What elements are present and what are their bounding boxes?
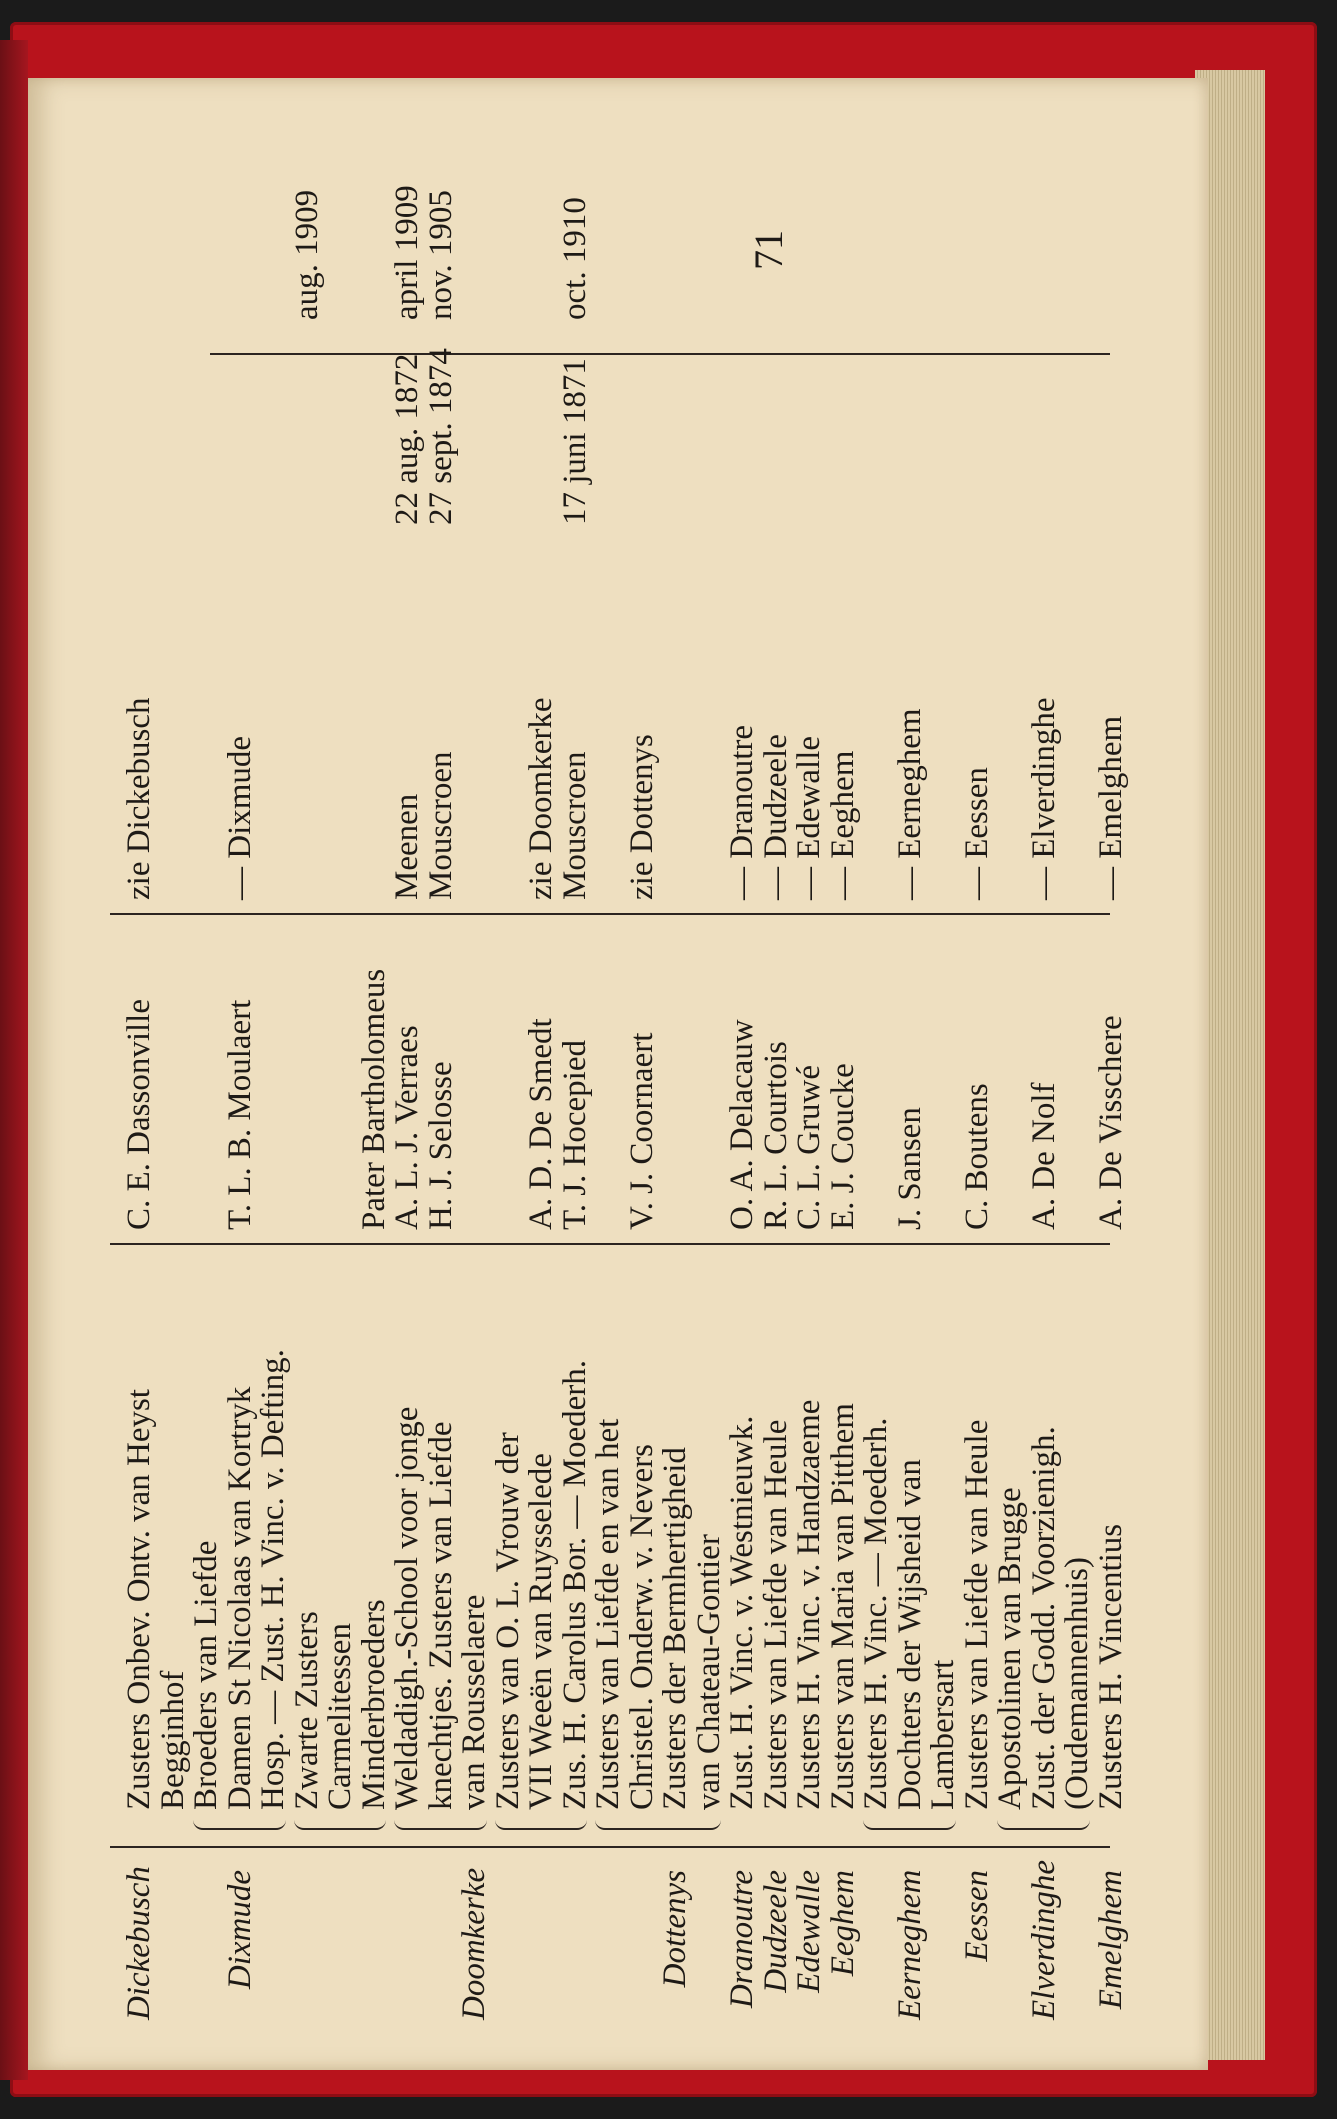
cell-ref: — Edewalle xyxy=(791,735,827,900)
cell-loc: Edewalle xyxy=(791,1870,827,1993)
book-spine xyxy=(0,40,28,2080)
cell-sup: O. A. Delacauw xyxy=(724,1019,760,1230)
cell-loc: Dranoutre xyxy=(724,1870,760,2009)
cell-ref: zie Dottenys xyxy=(623,734,660,900)
cell-end: aug. 1909 xyxy=(288,189,325,320)
cell-ref: Mouscroen xyxy=(422,751,459,900)
cell-inst: van Chateau-Gontier xyxy=(690,1534,727,1810)
cell-ref: — Eeghem xyxy=(824,750,861,900)
cell-ref: — Emelghem xyxy=(1092,715,1129,900)
cell-date: 27 sept. 1874 xyxy=(422,348,459,525)
column-rule-1 xyxy=(110,1846,1110,1848)
cell-ref: — Elverdinghe xyxy=(1025,697,1062,900)
cell-inst: Minderbroeders xyxy=(355,1599,392,1810)
cell-ref: — Dudzeele xyxy=(757,734,794,900)
cell-inst: VII Weeën van Ruysselede xyxy=(523,1453,559,1810)
cell-sup: A. De Nolf xyxy=(1025,1082,1062,1230)
cell-end: nov. 1905 xyxy=(422,190,459,320)
cell-inst: Zusters van Liefde van Heule xyxy=(757,1419,794,1810)
cell-ref: zie Dickebusch xyxy=(121,697,157,900)
cell-inst: van Rousselaere xyxy=(456,1594,492,1810)
cell-inst: Zwarte Zusters xyxy=(288,1611,325,1810)
cell-loc: Dickebusch xyxy=(121,1866,157,2020)
column-rule-2 xyxy=(110,1243,1110,1245)
grouping-brace xyxy=(997,1818,1090,1830)
cell-sup: H. J. Selosse xyxy=(422,1061,459,1230)
cell-inst: Dochters der Wijsheid van xyxy=(891,1459,928,1810)
cell-ref: zie Doomkerke xyxy=(523,697,559,900)
cell-inst: Zust. H. Vinc. v. Westnieuwk. xyxy=(724,1415,760,1810)
cell-inst: Begginhof xyxy=(154,1670,191,1810)
cell-inst: Christel. Onderw. v. Nevers xyxy=(623,1444,660,1810)
cell-inst: Zusters van O. L. Vrouw der xyxy=(489,1432,526,1810)
grouping-brace xyxy=(863,1818,956,1830)
cell-inst: Zust. der Godd. Voorzienigh. xyxy=(1025,1426,1062,1810)
cell-inst: Zusters Onbev. Ontv. van Heyst xyxy=(121,1389,157,1810)
cell-inst: Zusters van Maria van Pitthem xyxy=(824,1403,861,1810)
cell-sup: V. J. Coornaert xyxy=(623,1032,660,1230)
cell-loc: Emelghem xyxy=(1092,1870,1129,2010)
cell-inst: Zusters van Liefde van Heule xyxy=(958,1419,995,1810)
cell-end: april 1909 xyxy=(389,185,425,320)
date-rule xyxy=(210,353,1110,355)
cell-ref: — Eerneghem xyxy=(891,708,928,900)
cell-ref: — Dranoutre xyxy=(724,724,760,900)
cell-inst: Zusters H. Vinc. — Moederh. xyxy=(858,1417,894,1810)
cell-ref: Mouscroen xyxy=(556,751,593,900)
cell-inst: Apostolinen van Brugge xyxy=(992,1487,1028,1810)
grouping-brace xyxy=(193,1818,286,1830)
column-rule-3 xyxy=(110,913,1110,915)
cell-inst: Damen St Nicolaas van Kortryk xyxy=(221,1386,258,1810)
register-table xyxy=(110,140,1129,2020)
cell-inst: knechtjes. Zusters van Liefde xyxy=(422,1421,459,1810)
cell-inst: Zusters der Bermhertigheid xyxy=(657,1447,693,1810)
grouping-brace xyxy=(294,1818,387,1830)
cell-sup: A. De Visschere xyxy=(1092,1015,1129,1230)
cell-date: 22 aug. 1872 xyxy=(389,353,425,525)
cell-ref: — Dixmude xyxy=(221,735,258,900)
cell-sup: T. J. Hocepied xyxy=(556,1040,593,1230)
grouping-brace xyxy=(595,1818,721,1830)
cell-sup: R. L. Courtois xyxy=(757,1041,794,1230)
cell-inst: Lambersart xyxy=(925,1659,961,1810)
cell-sup: E. J. Coucke xyxy=(824,1063,861,1230)
cell-loc: Eeghem xyxy=(824,1870,861,1977)
cell-sup: C. Boutens xyxy=(958,1083,995,1230)
cell-loc: Elverdinghe xyxy=(1025,1859,1062,2020)
cell-ref: Meenen xyxy=(389,793,425,900)
cell-date: 17 juni 1871 xyxy=(556,358,593,525)
cell-loc: Eerneghem xyxy=(891,1869,928,2020)
cell-loc: Eessen xyxy=(958,1870,995,1962)
cell-ref: — Eessen xyxy=(958,767,995,900)
cell-end: oct. 1910 xyxy=(556,197,593,320)
grouping-brace xyxy=(394,1818,487,1830)
cell-inst: Weldadigh.-School voor jonge xyxy=(389,1406,425,1810)
cell-inst: (Oudemannenhuis) xyxy=(1059,1557,1095,1810)
cell-inst: Zusters van Liefde en van het xyxy=(590,1418,626,1810)
cell-loc: Dudzeele xyxy=(757,1870,794,1993)
cell-sup: T. L. B. Moulaert xyxy=(221,999,258,1230)
cell-sup: Pater Bartholomeus xyxy=(355,968,392,1230)
cell-sup: C. E. Dassonville xyxy=(121,999,157,1230)
cell-inst: Zusters H. Vinc. v. Handzaeme xyxy=(791,1399,827,1810)
cell-loc: Doomkerke xyxy=(456,1867,492,2020)
cell-inst: Carmelitessen xyxy=(322,1623,358,1810)
cell-loc: Dottenys xyxy=(657,1870,693,1988)
cell-sup: J. Sansen xyxy=(891,1107,928,1230)
grouping-brace xyxy=(495,1818,588,1830)
cell-inst: Hosp. — Zust. H. Vinc. v. Defting. xyxy=(255,1349,291,1810)
cell-sup: A. D. De Smedt xyxy=(523,1018,559,1230)
cell-inst: Zus. H. Carolus Bor. — Moederh. xyxy=(556,1359,593,1810)
cell-loc: Dixmude xyxy=(221,1870,258,1990)
cell-inst: Broeders van Liefde xyxy=(188,1540,224,1810)
cell-sup: C. L. Gruwé xyxy=(791,1065,827,1230)
cell-inst: Zusters H. Vincentius xyxy=(1092,1523,1129,1810)
page-number: 71 xyxy=(746,230,791,270)
cell-sup: A. L. J. Verraes xyxy=(389,1025,425,1230)
